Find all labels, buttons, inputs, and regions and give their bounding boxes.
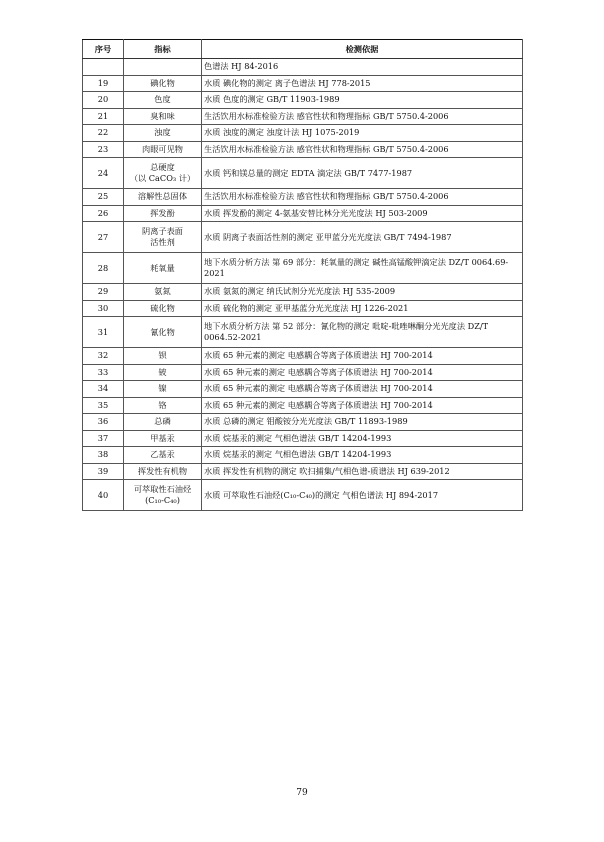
row-detection-basis: 水质 色度的测定 GB/T 11903-1989: [202, 92, 523, 109]
row-number: 27: [83, 222, 124, 253]
row-indicator: 甲基汞: [124, 430, 202, 447]
table-row: [83, 253, 523, 284]
row-detection-basis: 水质 65 种元素的测定 电感耦合等离子体质谱法 HJ 700-2014: [202, 348, 523, 365]
row-number: 21: [83, 108, 124, 125]
header-serial-number: 序号: [83, 40, 124, 59]
row-detection-basis: 水质 65 种元素的测定 电感耦合等离子体质谱法 HJ 700-2014: [202, 364, 523, 381]
row-number: 19: [83, 75, 124, 92]
row-number: 33: [83, 364, 124, 381]
row-indicator: 耗氧量: [124, 253, 202, 284]
row-indicator: 铍: [124, 364, 202, 381]
row-indicator: 溶解性总固体: [124, 189, 202, 206]
row-detection-basis: 色谱法 HJ 84-2016: [202, 59, 523, 76]
row-indicator: 氰化物: [124, 317, 202, 348]
table-row: [83, 317, 523, 348]
table-row: [83, 480, 523, 511]
row-indicator: 铬: [124, 397, 202, 414]
row-detection-basis: 生活饮用水标准检验方法 感官性状和物理指标 GB/T 5750.4-2006: [202, 141, 523, 158]
row-number: 24: [83, 158, 124, 189]
detection-basis-table: [82, 39, 523, 511]
row-number: 39: [83, 463, 124, 480]
row-indicator: 肉眼可见物: [124, 141, 202, 158]
table-row: [83, 92, 523, 109]
row-detection-basis: 地下水质分析方法 第 69 部分：耗氧量的测定 碱性高锰酸钾滴定法 DZ/T 0064.69-2021: [202, 253, 523, 284]
row-number: 28: [83, 253, 124, 284]
row-indicator: 挥发性有机物: [124, 463, 202, 480]
row-number: [83, 59, 124, 76]
row-number: 30: [83, 300, 124, 317]
header-indicator: 指标: [124, 40, 202, 59]
row-indicator: 挥发酚: [124, 205, 202, 222]
table-row: [83, 108, 523, 125]
table-row: [83, 141, 523, 158]
table-row: [83, 125, 523, 142]
row-detection-basis: 水质 烷基汞的测定 气相色谱法 GB/T 14204-1993: [202, 447, 523, 464]
row-detection-basis: 生活饮用水标准检验方法 感官性状和物理指标 GB/T 5750.4-2006: [202, 189, 523, 206]
table-body: [83, 59, 523, 511]
page-number: 79: [296, 788, 308, 798]
row-indicator: 氨氮: [124, 284, 202, 301]
row-indicator: 阴离子表面 活性剂: [124, 222, 202, 253]
row-number: 23: [83, 141, 124, 158]
table-row: [83, 189, 523, 206]
row-indicator: 乙基汞: [124, 447, 202, 464]
row-indicator: 总硬度 （以 CaCO₃ 计）: [124, 158, 202, 189]
row-detection-basis: 水质 阴离子表面活性剂的测定 亚甲蓝分光光度法 GB/T 7494-1987: [202, 222, 523, 253]
table-row: [83, 300, 523, 317]
row-indicator: [124, 59, 202, 76]
table-row: [83, 348, 523, 365]
row-indicator: 色度: [124, 92, 202, 109]
table-row: [83, 205, 523, 222]
row-indicator: 镍: [124, 381, 202, 398]
table-row: [83, 447, 523, 464]
row-indicator: 钡: [124, 348, 202, 365]
row-detection-basis: 水质 可萃取性石油烃(C₁₀-C₄₀)的测定 气相色谱法 HJ 894-2017: [202, 480, 523, 511]
row-detection-basis: 水质 钙和镁总量的测定 EDTA 滴定法 GB/T 7477-1987: [202, 158, 523, 189]
row-indicator: 碘化物: [124, 75, 202, 92]
row-indicator: 总磷: [124, 414, 202, 431]
row-number: 22: [83, 125, 124, 142]
row-number: 26: [83, 205, 124, 222]
row-detection-basis: 水质 挥发酚的测定 4-氨基安替比林分光光度法 HJ 503-2009: [202, 205, 523, 222]
row-number: 31: [83, 317, 124, 348]
table-row: [83, 364, 523, 381]
row-number: 20: [83, 92, 124, 109]
table-row: [83, 75, 523, 92]
row-number: 25: [83, 189, 124, 206]
row-indicator: 可萃取性石油烃 (C₁₀-C₄₀): [124, 480, 202, 511]
row-number: 29: [83, 284, 124, 301]
row-number: 32: [83, 348, 124, 365]
row-detection-basis: 水质 碘化物的测定 离子色谱法 HJ 778-2015: [202, 75, 523, 92]
row-detection-basis: 水质 硫化物的测定 亚甲基蓝分光光度法 HJ 1226-2021: [202, 300, 523, 317]
table-row: [83, 414, 523, 431]
header-detection-basis: 检测依据: [202, 40, 523, 59]
row-number: 36: [83, 414, 124, 431]
row-detection-basis: 水质 65 种元素的测定 电感耦合等离子体质谱法 HJ 700-2014: [202, 397, 523, 414]
table-row: [83, 222, 523, 253]
row-detection-basis: 地下水质分析方法 第 52 部分：氰化物的测定 吡啶-吡唑啉酮分光光度法 DZ/T 0064.52-2021: [202, 317, 523, 348]
row-number: 34: [83, 381, 124, 398]
row-number: 37: [83, 430, 124, 447]
row-indicator: 浊度: [124, 125, 202, 142]
table-row: [83, 59, 523, 76]
row-number: 35: [83, 397, 124, 414]
table-row: [83, 381, 523, 398]
table-row: [83, 284, 523, 301]
row-detection-basis: 水质 总磷的测定 钼酸铵分光光度法 GB/T 11893-1989: [202, 414, 523, 431]
table-row: [83, 158, 523, 189]
row-detection-basis: 水质 65 种元素的测定 电感耦合等离子体质谱法 HJ 700-2014: [202, 381, 523, 398]
row-indicator: 臭和味: [124, 108, 202, 125]
row-indicator: 硫化物: [124, 300, 202, 317]
row-detection-basis: 生活饮用水标准检验方法 感官性状和物理指标 GB/T 5750.4-2006: [202, 108, 523, 125]
row-number: 40: [83, 480, 124, 511]
row-detection-basis: 水质 烷基汞的测定 气相色谱法 GB/T 14204-1993: [202, 430, 523, 447]
row-number: 38: [83, 447, 124, 464]
row-detection-basis: 水质 氨氮的测定 纳氏试剂分光光度法 HJ 535-2009: [202, 284, 523, 301]
row-detection-basis: 水质 挥发性有机物的测定 吹扫捕集/气相色谱-质谱法 HJ 639-2012: [202, 463, 523, 480]
table-row: [83, 430, 523, 447]
table-row: [83, 463, 523, 480]
table-row: [83, 397, 523, 414]
table-header: [83, 40, 523, 59]
row-detection-basis: 水质 浊度的测定 浊度计法 HJ 1075-2019: [202, 125, 523, 142]
